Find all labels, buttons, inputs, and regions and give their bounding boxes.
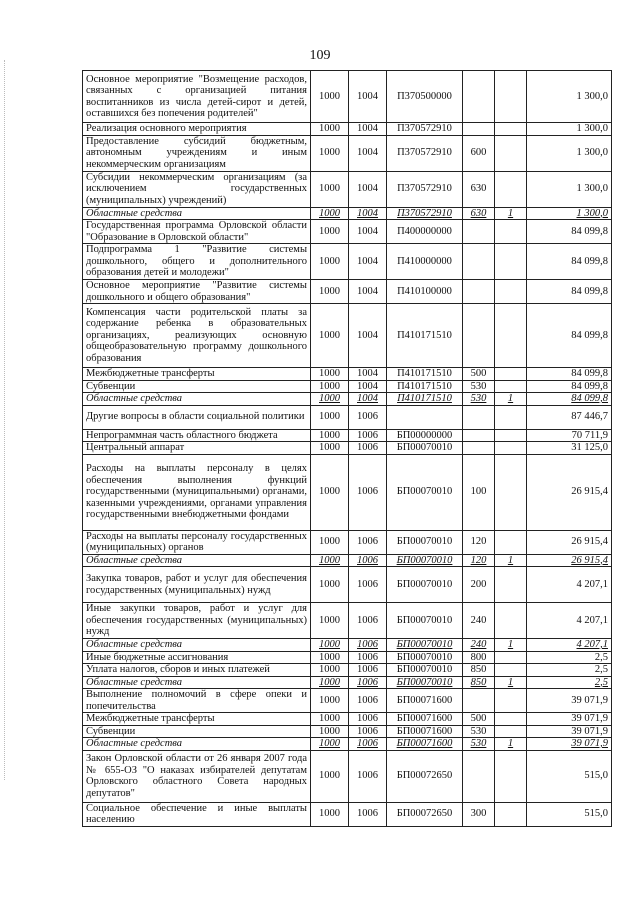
target-article-cell: П370572910	[387, 123, 463, 136]
amount-cell: 39 071,9	[527, 713, 612, 726]
amount-cell: 515,0	[527, 750, 612, 802]
expense-type-cell: 500	[463, 368, 495, 381]
expense-type-cell: 240	[463, 603, 495, 639]
page-number: 109	[309, 48, 331, 63]
row-name-cell: Областные средства	[83, 639, 311, 652]
subsection-code-cell: 1004	[349, 244, 387, 280]
section-code-cell: 1000	[311, 689, 349, 713]
table-row	[83, 171, 612, 207]
table-row	[83, 368, 612, 381]
row-name-cell: Государственная программа Орловской области "Образование в Орловской области"	[83, 220, 311, 244]
funding-source-cell	[495, 405, 527, 429]
section-code-cell: 1000	[311, 71, 349, 123]
subsection-code-cell: 1006	[349, 802, 387, 826]
subsection-code-cell: 1006	[349, 454, 387, 530]
expense-type-cell: 100	[463, 454, 495, 530]
row-name-cell: Областные средства	[83, 393, 311, 406]
target-article-cell: БП00070010	[387, 442, 463, 455]
expense-type-cell: 300	[463, 802, 495, 826]
target-article-cell: П410171510	[387, 304, 463, 368]
table-row	[83, 454, 612, 530]
expense-type-cell: 240	[463, 639, 495, 652]
funding-source-cell	[495, 802, 527, 826]
table-row	[83, 123, 612, 136]
expense-type-cell: 530	[463, 380, 495, 393]
section-code-cell: 1000	[311, 171, 349, 207]
expense-type-cell	[463, 442, 495, 455]
section-code-cell: 1000	[311, 405, 349, 429]
amount-cell: 1 300,0	[527, 135, 612, 171]
expense-type-cell	[463, 123, 495, 136]
section-code-cell: 1000	[311, 639, 349, 652]
amount-cell: 2,5	[527, 664, 612, 677]
section-code-cell: 1000	[311, 304, 349, 368]
table-row	[83, 380, 612, 393]
subsection-code-cell: 1006	[349, 429, 387, 442]
expense-type-cell	[463, 750, 495, 802]
amount-cell: 26 915,4	[527, 530, 612, 554]
table-row	[83, 220, 612, 244]
amount-cell: 2,5	[527, 651, 612, 664]
amount-cell: 1 300,0	[527, 71, 612, 123]
expense-type-cell: 120	[463, 530, 495, 554]
expense-type-cell: 500	[463, 713, 495, 726]
section-code-cell: 1000	[311, 713, 349, 726]
funding-source-cell: 1	[495, 639, 527, 652]
expense-type-cell	[463, 71, 495, 123]
subsection-code-cell: 1004	[349, 380, 387, 393]
section-code-cell: 1000	[311, 725, 349, 738]
section-code-cell: 1000	[311, 220, 349, 244]
subsection-code-cell: 1004	[349, 304, 387, 368]
funding-source-cell: 1	[495, 554, 527, 567]
subsection-code-cell: 1004	[349, 220, 387, 244]
subsection-code-cell: 1006	[349, 725, 387, 738]
target-article-cell: БП00070010	[387, 676, 463, 689]
section-code-cell: 1000	[311, 368, 349, 381]
funding-source-cell	[495, 454, 527, 530]
target-article-cell: БП00070010	[387, 664, 463, 677]
funding-source-cell	[495, 567, 527, 603]
row-name-cell: Областные средства	[83, 554, 311, 567]
target-article-cell: БП00072650	[387, 750, 463, 802]
amount-cell: 39 071,9	[527, 738, 612, 751]
table-row	[83, 802, 612, 826]
section-code-cell: 1000	[311, 676, 349, 689]
target-article-cell: БП00070010	[387, 454, 463, 530]
section-code-cell: 1000	[311, 429, 349, 442]
target-article-cell: БП00000000	[387, 429, 463, 442]
funding-source-cell	[495, 123, 527, 136]
amount-cell: 515,0	[527, 802, 612, 826]
target-article-cell: П370572910	[387, 207, 463, 220]
amount-cell: 84 099,8	[527, 380, 612, 393]
target-article-cell: П370572910	[387, 135, 463, 171]
subsection-code-cell: 1006	[349, 738, 387, 751]
target-article-cell: БП00070010	[387, 567, 463, 603]
target-article-cell: БП00071600	[387, 713, 463, 726]
expense-type-cell	[463, 280, 495, 304]
subsection-code-cell: 1006	[349, 603, 387, 639]
funding-source-cell	[495, 725, 527, 738]
expense-type-cell: 530	[463, 738, 495, 751]
table-row	[83, 664, 612, 677]
target-article-cell: П410171510	[387, 368, 463, 381]
subsection-code-cell: 1004	[349, 171, 387, 207]
row-name-cell: Основное мероприятие "Развитие системы дошкольного и общего образования"	[83, 280, 311, 304]
table-row	[83, 639, 612, 652]
expense-type-cell	[463, 689, 495, 713]
row-name-cell: Субсидии некоммерческим организациям (за исключением государственных (муниципальных) учреждений)	[83, 171, 311, 207]
amount-cell: 1 300,0	[527, 207, 612, 220]
target-article-cell: БП00070010	[387, 530, 463, 554]
expense-type-cell: 200	[463, 567, 495, 603]
row-name-cell: Иные бюджетные ассигнования	[83, 651, 311, 664]
table-row	[83, 651, 612, 664]
section-code-cell: 1000	[311, 123, 349, 136]
table-row	[83, 135, 612, 171]
amount-cell: 4 207,1	[527, 567, 612, 603]
amount-cell: 26 915,4	[527, 454, 612, 530]
funding-source-cell	[495, 280, 527, 304]
amount-cell: 31 125,0	[527, 442, 612, 455]
section-code-cell: 1000	[311, 207, 349, 220]
row-name-cell: Социальное обеспечение и иные выплаты населению	[83, 802, 311, 826]
table-row	[83, 405, 612, 429]
row-name-cell: Выполнение полномочий в сфере опеки и попечительства	[83, 689, 311, 713]
row-name-cell: Иные закупки товаров, работ и услуг для обеспечения государственных (муниципальных) нужд	[83, 603, 311, 639]
section-code-cell: 1000	[311, 603, 349, 639]
table-row	[83, 554, 612, 567]
subsection-code-cell: 1004	[349, 123, 387, 136]
row-name-cell: Областные средства	[83, 676, 311, 689]
table-row	[83, 244, 612, 280]
target-article-cell: П410100000	[387, 280, 463, 304]
target-article-cell: П370500000	[387, 71, 463, 123]
row-name-cell: Компенсация части родительской платы за содержание ребенка в образовательных организациях, реализующих основную общеобразовательную программу дошкольного образования	[83, 304, 311, 368]
section-code-cell: 1000	[311, 135, 349, 171]
funding-source-cell	[495, 429, 527, 442]
expense-type-cell: 630	[463, 207, 495, 220]
amount-cell: 26 915,4	[527, 554, 612, 567]
section-code-cell: 1000	[311, 530, 349, 554]
table-row	[83, 725, 612, 738]
row-name-cell: Непрограммная часть областного бюджета	[83, 429, 311, 442]
amount-cell: 84 099,8	[527, 244, 612, 280]
funding-source-cell	[495, 220, 527, 244]
amount-cell: 84 099,8	[527, 280, 612, 304]
section-code-cell: 1000	[311, 802, 349, 826]
amount-cell: 70 711,9	[527, 429, 612, 442]
target-article-cell: БП00072650	[387, 802, 463, 826]
expense-type-cell: 800	[463, 651, 495, 664]
target-article-cell: БП00071600	[387, 725, 463, 738]
expense-type-cell: 630	[463, 171, 495, 207]
table-row	[83, 676, 612, 689]
expense-type-cell	[463, 405, 495, 429]
table-row	[83, 207, 612, 220]
funding-source-cell	[495, 442, 527, 455]
expense-type-cell: 850	[463, 664, 495, 677]
table-row	[83, 429, 612, 442]
funding-source-cell	[495, 651, 527, 664]
funding-source-cell	[495, 713, 527, 726]
table-row	[83, 442, 612, 455]
subsection-code-cell: 1006	[349, 567, 387, 603]
funding-source-cell	[495, 244, 527, 280]
subsection-code-cell: 1006	[349, 442, 387, 455]
row-name-cell: Уплата налогов, сборов и иных платежей	[83, 664, 311, 677]
amount-cell: 84 099,8	[527, 220, 612, 244]
subsection-code-cell: 1006	[349, 676, 387, 689]
funding-source-cell	[495, 380, 527, 393]
section-code-cell: 1000	[311, 738, 349, 751]
section-code-cell: 1000	[311, 554, 349, 567]
amount-cell: 84 099,8	[527, 368, 612, 381]
table-row	[83, 71, 612, 123]
funding-source-cell	[495, 368, 527, 381]
section-code-cell: 1000	[311, 280, 349, 304]
row-name-cell: Подпрограмма 1 "Развитие системы дошкольного, общего и дополнительного образования детей и молодежи"	[83, 244, 311, 280]
row-name-cell: Субвенции	[83, 725, 311, 738]
amount-cell: 87 446,7	[527, 405, 612, 429]
row-name-cell: Основное мероприятие "Возмещение расходов, связанных с организацией питания воспитанников из числа детей-сирот и детей, оставшихся без попечения родителей"	[83, 71, 311, 123]
amount-cell: 4 207,1	[527, 639, 612, 652]
funding-source-cell	[495, 603, 527, 639]
target-article-cell: БП00070010	[387, 603, 463, 639]
table-row	[83, 738, 612, 751]
subsection-code-cell: 1006	[349, 554, 387, 567]
funding-source-cell: 1	[495, 393, 527, 406]
table-row	[83, 280, 612, 304]
expense-type-cell: 120	[463, 554, 495, 567]
expense-type-cell	[463, 220, 495, 244]
subsection-code-cell: 1004	[349, 393, 387, 406]
amount-cell: 84 099,8	[527, 393, 612, 406]
amount-cell: 39 071,9	[527, 725, 612, 738]
expense-type-cell: 530	[463, 393, 495, 406]
subsection-code-cell: 1006	[349, 750, 387, 802]
funding-source-cell	[495, 135, 527, 171]
subsection-code-cell: 1006	[349, 651, 387, 664]
table-row	[83, 530, 612, 554]
funding-source-cell: 1	[495, 207, 527, 220]
row-name-cell: Межбюджетные трансферты	[83, 368, 311, 381]
expense-type-cell	[463, 304, 495, 368]
target-article-cell: БП00070010	[387, 651, 463, 664]
expense-type-cell: 530	[463, 725, 495, 738]
amount-cell: 2,5	[527, 676, 612, 689]
subsection-code-cell: 1006	[349, 639, 387, 652]
section-code-cell: 1000	[311, 750, 349, 802]
funding-source-cell	[495, 689, 527, 713]
funding-source-cell	[495, 304, 527, 368]
funding-source-cell	[495, 530, 527, 554]
section-code-cell: 1000	[311, 244, 349, 280]
target-article-cell: БП00071600	[387, 689, 463, 713]
funding-source-cell: 1	[495, 676, 527, 689]
expense-type-cell	[463, 244, 495, 280]
table-row	[83, 603, 612, 639]
row-name-cell: Областные средства	[83, 207, 311, 220]
amount-cell: 39 071,9	[527, 689, 612, 713]
amount-cell: 84 099,8	[527, 304, 612, 368]
table-row	[83, 567, 612, 603]
section-code-cell: 1000	[311, 567, 349, 603]
table-row	[83, 750, 612, 802]
row-name-cell: Расходы на выплаты персоналу государственных (муниципальных) органов	[83, 530, 311, 554]
subsection-code-cell: 1006	[349, 689, 387, 713]
subsection-code-cell: 1004	[349, 368, 387, 381]
budget-table-body	[83, 71, 612, 827]
margin-binding-mark	[4, 60, 6, 780]
expense-type-cell: 850	[463, 676, 495, 689]
subsection-code-cell: 1004	[349, 207, 387, 220]
target-article-cell: П400000000	[387, 220, 463, 244]
row-name-cell: Другие вопросы в области социальной политики	[83, 405, 311, 429]
table-row	[83, 304, 612, 368]
funding-source-cell	[495, 664, 527, 677]
row-name-cell: Областные средства	[83, 738, 311, 751]
subsection-code-cell: 1006	[349, 664, 387, 677]
target-article-cell: БП00071600	[387, 738, 463, 751]
subsection-code-cell: 1006	[349, 530, 387, 554]
amount-cell: 4 207,1	[527, 603, 612, 639]
funding-source-cell	[495, 71, 527, 123]
row-name-cell: Закупка товаров, работ и услуг для обеспечения государственных (муниципальных) нужд	[83, 567, 311, 603]
target-article-cell: П410000000	[387, 244, 463, 280]
target-article-cell: П410171510	[387, 393, 463, 406]
section-code-cell: 1000	[311, 454, 349, 530]
funding-source-cell	[495, 171, 527, 207]
row-name-cell: Центральный аппарат	[83, 442, 311, 455]
target-article-cell: БП00070010	[387, 554, 463, 567]
row-name-cell: Предоставление субсидий бюджетным, автономным учреждениям и иным некоммерческим организациям	[83, 135, 311, 171]
row-name-cell: Межбюджетные трансферты	[83, 713, 311, 726]
target-article-cell: П370572910	[387, 171, 463, 207]
subsection-code-cell: 1004	[349, 71, 387, 123]
section-code-cell: 1000	[311, 393, 349, 406]
section-code-cell: 1000	[311, 442, 349, 455]
row-name-cell: Субвенции	[83, 380, 311, 393]
target-article-cell: П410171510	[387, 380, 463, 393]
row-name-cell: Закон Орловской области от 26 января 2007 года № 655-ОЗ "О наказах избирателей депутатам Орловского областного Совета народных депутатов"	[83, 750, 311, 802]
section-code-cell: 1000	[311, 664, 349, 677]
expense-type-cell	[463, 429, 495, 442]
target-article-cell: БП00070010	[387, 639, 463, 652]
target-article-cell	[387, 405, 463, 429]
funding-source-cell: 1	[495, 738, 527, 751]
expense-type-cell: 600	[463, 135, 495, 171]
subsection-code-cell: 1006	[349, 405, 387, 429]
subsection-code-cell: 1004	[349, 135, 387, 171]
table-row	[83, 393, 612, 406]
row-name-cell: Расходы на выплаты персоналу в целях обеспечения выполнения функций государственными (муниципальными) органами, казенными учреждениями, органами управления государственными внебюджетными фондами	[83, 454, 311, 530]
section-code-cell: 1000	[311, 380, 349, 393]
amount-cell: 1 300,0	[527, 171, 612, 207]
table-row	[83, 713, 612, 726]
funding-source-cell	[495, 750, 527, 802]
row-name-cell: Реализация основного мероприятия	[83, 123, 311, 136]
section-code-cell: 1000	[311, 651, 349, 664]
budget-table	[82, 70, 612, 827]
subsection-code-cell: 1006	[349, 713, 387, 726]
table-row	[83, 689, 612, 713]
subsection-code-cell: 1004	[349, 280, 387, 304]
amount-cell: 1 300,0	[527, 123, 612, 136]
